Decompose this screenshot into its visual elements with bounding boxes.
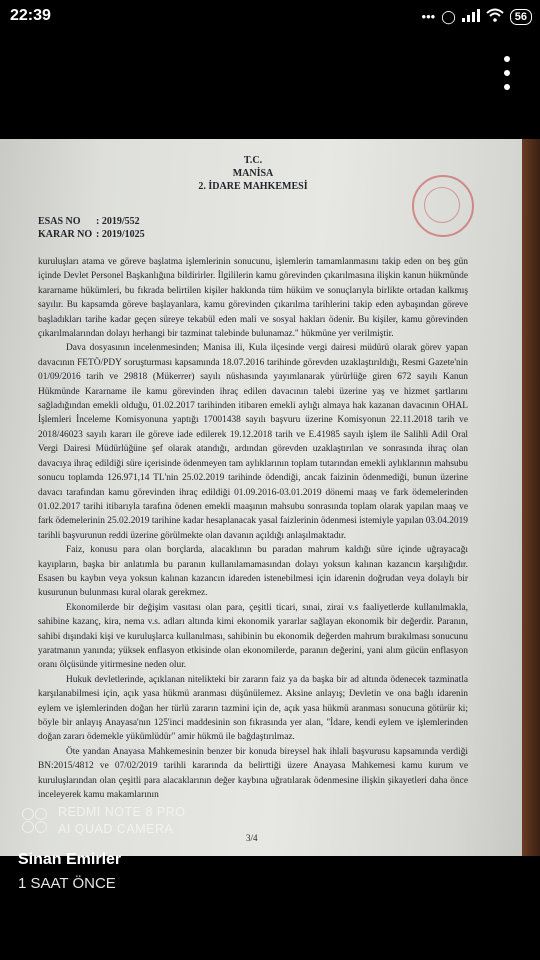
esas-label: ESAS NO [38, 216, 81, 227]
court-document [38, 139, 468, 802]
esas-value: : 2019/552 [96, 216, 140, 227]
more-options-button[interactable] [502, 56, 512, 90]
document-body [38, 255, 468, 802]
menu-dot-icon [504, 56, 510, 62]
karar-label: KARAR NO [38, 229, 93, 240]
camera-watermark [22, 804, 185, 838]
quad-camera-icon [22, 808, 48, 834]
paragraph: kuruluşları atama ve göreve başlatma işlemlerinin sonucunu, işlemlerin tamamlanmasını takip eden on beş gün içinde Devlet Personel Başkanlığına bildirirler. İlgililerin kamu görevinden çıkarılmasına ilişkin kanun hükmünde kararname hükümleri, bu fıkrada belirtilen kişiler hakkında tüm hüküm ve sonuçlarıyla birlikte ortadan kalkmış sayılır. Bu kapsamda göreve başlayanlara, kamu görevinden çıkarılma tarihlerini takip eden aybaşından göreve başladıkları tarihe kadar geçen süreye tekabül eden mali ve sosyal hakları ödenir. Bu kişiler, kamu görevinden çıkarılmalarından dolayı herhangi bir tazminat talebinde bulunamaz." hükmüne yer verilmiştir. [38, 257, 468, 340]
status-bar [0, 0, 540, 36]
battery-icon: 56 [510, 9, 532, 25]
header-line: MANİSA [232, 168, 274, 179]
post-time: 1 SAAT ÖNCE [18, 875, 116, 892]
watermark-camera: AI QUAD CAMERA [58, 822, 174, 836]
esas-row [38, 215, 468, 228]
paragraph: Hukuk devletlerinde, açıklanan nitelikteki bir zararın faiz ya da başka bir ad altında ödenecek tazminatla karşılanabilmesi için, açık yasa hükmü aranması düşünülemez. Aksine anlayış; Devletin ve ona bağlı idarenin eylem ve işlemlerinden doğan her türlü zararın tazmini için de, açık yasa hükmü aranması sonucuna götürür ki; böyle bir anlayış Anayasa'nın 125'inci maddesinin son fıkrasında yer alan, "İdare, kendi eylem ve işlemlerinden doğan zararı ödemekle yükümlüdür" amir hükmü ile bağdaştırılmaz. [38, 674, 468, 743]
case-numbers [38, 215, 468, 241]
page-number: 3/4 [246, 833, 258, 843]
paragraph: Faiz, konusu para olan borçlarda, alacaklının bu paradan mahrum kaldığı süre içinde uğrayacağı kayıpların, başka bir anlatımla bu paranın kullanılamamasından dolayı yoksun kalınan kazancın karşılığıdır. Esasen bu kaybın veya yoksun kalınan kazancın idareden istenebilmesi için idarenin doğrudan veya dolaylı bir kusurunun bulunması kural olarak gerekmez. [38, 545, 468, 599]
paragraph: Dava dosyasının incelenmesinden; Manisa ili, Kula ilçesinde vergi dairesi müdürü olarak görev yapan davacının FETÖ/PDY soruşturması kapsamında 18.07.2016 tarihinde görevden uzaklaştırıldığı, Resmi Gazete'nin 01/09/2016 tarih ve 29818 (Mükerrer) sayılı nüshasında yayımlanarak yürürlüğe giren 672 sayılı Kanun Hükmünde Kararname ile kamu görevinden ihraç edilen davacının talebi üzerine yaş ve hizmet şartlarını sağladığından emekli olduğu, 01.02.2017 tarihinden itibaren emekli aylığı almaya hak kazanan davacının OHAL İşlemleri İnceleme Komisyonuna yaptığı 17001438 sayılı başvuru üzerine Komisyonun 22.11.2018 tarih ve 2018/46023 sayılı kararı ile göreve iade edilerek 19.12.2018 tarih ve E.41985 sayılı işlem ile Salihli Adil Oral Vergi Dairesi Müdürlüğüne şef olarak atandığı, ardından görevden uzaklaştırılan ve sonrasında ihraç olan davacıya ihraç edildiği süre içerisinde ödenmeyen tam aylıklarının toplam tutarından emekli aylıklarının mahsubu sonucu toplamda 126.971,14 TL'nin 25.02.2019 tarihinde ödendiği, ancak faizinin ödenmediği, bunun üzerine davacı tarafından kamu görevinden ihraç edildiği 01.09.2016-03.01.2019 dönemi maaş ve fark ödemelerinden 01.02.2017 tarihi itibarıyla tarafına ödenen emekli maaşının mahsubu sonrasında toplam olarak yapılan maaş ve fark ödemelerinin 25.02.2019 tarihine kadar hesaplanacak yasal faizlerinin ödenmesi istemiyle yapılan 03.04.2019 tarihli başvurunun reddi üzerine görülmekte olan davanın açıldığı anlaşılmaktadır. [38, 343, 468, 541]
karar-row [38, 228, 468, 241]
alarm-icon: ◯ [441, 8, 456, 24]
paragraph: Öte yandan Anayasa Mahkemesinin benzer bir konuda bireysel hak ihlali başvurusu kapsamında verdiği BN:2015/4812 ve 07/02/2019 tarihli kararında da belirttiği üzere Anayasa Mahkemesi kamu kurum ve kuruluşlarından olan çeşitli para alacaklarının değer kaybına uğratılarak ödenmesine ilişkin şikayetleri daha önce inceleyerek kamu makamlarının [38, 746, 468, 801]
status-clock: 22:39 [10, 7, 51, 24]
photo-edge [522, 139, 540, 856]
menu-dot-icon [504, 70, 510, 76]
status-icons [422, 8, 532, 25]
paragraph: Ekonomilerde bir değişim vasıtası olan para, çeşitli ticari, sınai, zirai v.s faaliyetlerde kullanılmakla, sahibine kazanç, kira, nema v.s. adları altında kimi ekonomik yararlar sağlayan ekonomik bir değerdir. Paranın, sahibi dışındaki kişi ve kuruluşlarca kullanılması, sahibinin bu ekonomik değerden mahrum bırakılması sonucunu yaratmanın yanında; yüksek enflasyon etkisinde olan ekonomilerde, paranın değerini, yani alım gücün enflasyon oranı ölçüsünde yitirmesine neden olur. [38, 602, 468, 671]
more-dots-icon: ••• [421, 9, 436, 24]
menu-dot-icon [504, 84, 510, 90]
document-photo[interactable] [0, 139, 540, 856]
watermark-model: REDMI NOTE 8 PRO [58, 805, 186, 819]
header-line: T.C. [243, 155, 263, 166]
signal-icon [462, 9, 480, 25]
document-header [38, 139, 468, 193]
karar-value: : 2019/1025 [96, 229, 145, 240]
sender-name: Sinan Emirler [18, 851, 122, 868]
header-line: 2. İDARE MAHKEMESİ [198, 181, 308, 192]
wifi-icon [486, 8, 504, 25]
watermark-text [58, 804, 185, 838]
